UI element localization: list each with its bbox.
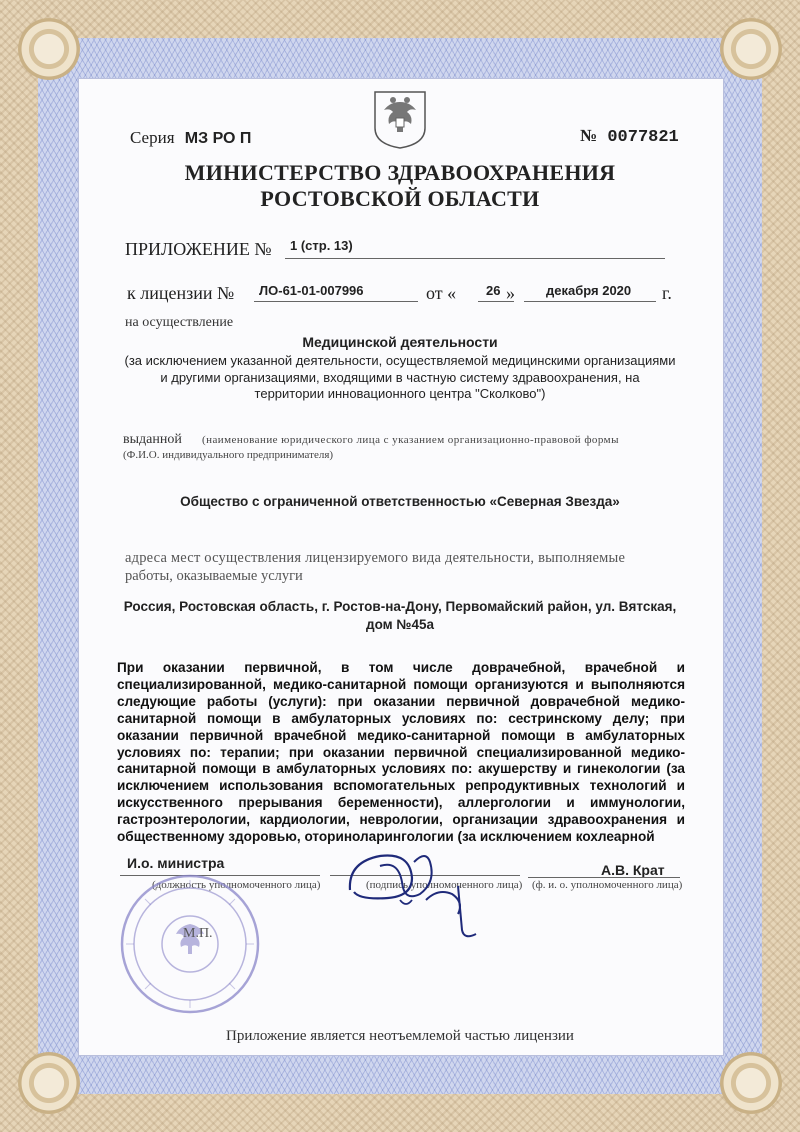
- signer-name: А.В. Крат: [601, 862, 665, 878]
- activity-description-line1: (за исключением указанной деятельности, осуществляемой медицинскими организациями: [124, 353, 676, 368]
- license-month-year: декабря 2020: [546, 283, 632, 298]
- organization-name: Общество с ограниченной ответственностью «Северная Звезда»: [180, 494, 620, 509]
- activity-description-line2: и другими организациями, входящими в частную систему здравоохранения, на: [160, 369, 640, 385]
- appendix-label: ПРИЛОЖЕНИЕ №: [125, 239, 272, 259]
- signer-position: И.о. министра: [127, 855, 225, 871]
- license-date-underline: [524, 301, 656, 302]
- issued-caption-line1: (наименование юридического лица с указанием организационно-правовой формы: [202, 434, 619, 446]
- corner-ornament-top-left: [14, 14, 84, 84]
- series-label: Серия: [130, 128, 175, 147]
- address-value: [110, 598, 690, 634]
- address-label-line1: адреса мест осуществления лицензируемого вида деятельности, выполняемые: [125, 550, 626, 566]
- corner-ornament-top-right: [716, 14, 786, 84]
- issued-caption-line2: (Ф.И.О. индивидуального предпринимателя): [123, 449, 334, 461]
- number-sign: №: [580, 126, 598, 145]
- form-number: [580, 126, 679, 147]
- appendix-value: 1 (стр. 13): [290, 238, 353, 253]
- handwritten-signature: [340, 842, 500, 942]
- license-label: к лицензии №: [127, 283, 235, 303]
- corner-ornament-bottom-right: [716, 1048, 786, 1118]
- appendix-underline: [285, 258, 665, 259]
- activity-label: на осуществление: [125, 315, 234, 330]
- ministry-title-line2: РОСТОВСКОЙ ОБЛАСТИ: [260, 186, 540, 211]
- address-label-line2: работы, оказываемые услуги: [125, 568, 303, 584]
- address-value-line2: дом №45а: [366, 617, 434, 632]
- activity-description: [110, 353, 690, 403]
- license-day: 26: [486, 283, 501, 298]
- activity-description-line3: территории инновационного центра "Сколково"): [254, 386, 546, 401]
- name-underline: [528, 877, 680, 878]
- ministry-title: [110, 160, 690, 212]
- ministry-title-line1: МИНИСТЕРСТВО ЗДРАВООХРАНЕНИЯ: [184, 160, 616, 185]
- footer-note: Приложение является неотъемлемой частью лицензии: [226, 1028, 574, 1044]
- series-code: МЗ РО П: [184, 130, 252, 147]
- corner-ornament-bottom-left: [14, 1048, 84, 1118]
- license-number-underline: [254, 301, 418, 302]
- position-caption: (должность уполномоченного лица): [152, 879, 321, 891]
- number-value: 0077821: [607, 128, 679, 147]
- name-caption: (ф. и. о. уполномоченного лица): [532, 879, 683, 891]
- license-number: ЛО-61-01-007996: [259, 283, 364, 298]
- address-value-line1: Россия, Ростовская область, г. Ростов-на-Дону, Первомайский район, ул. Вятская,: [123, 599, 677, 614]
- coat-of-arms-emblem: [370, 88, 430, 150]
- series-row: [130, 128, 251, 148]
- signature-caption: (подпись уполномоченного лица): [366, 879, 523, 891]
- stamp-label: М.П.: [183, 926, 213, 941]
- issued-label: выданной: [123, 432, 182, 447]
- services-description: При оказании первичной, в том числе доврачебной, врачебной и специализированной, медико-санитарной помощи организуются и выполняются следующие работы (услуги): при оказании первичной доврачебной медико-санитарной помощи в амбулаторных условиях по: сестринскому делу; при оказании первичной врачебной медико-санитарной помощи в амбулаторных условиях по: терапии; при оказании первичной специализированной медико-санитарной помощи в амбулаторных условиях по: акушерству и гинекологии (за исключением использования вспомогательных репродуктивных технологий и искусственного прерывания беременности), аллергологии и иммунологии, гастроэнтерологии, кардиологии, неврологии, организации здравоохранения и общественному здоровью, оториноларингологии (за исключением кохлеарной: [117, 660, 685, 845]
- official-seal-stamp: [118, 872, 263, 1017]
- license-from-label: от «: [426, 283, 457, 303]
- license-year-suffix: г.: [662, 283, 672, 303]
- license-day-close: »: [506, 283, 515, 303]
- activity-title: Медицинской деятельности: [302, 334, 498, 350]
